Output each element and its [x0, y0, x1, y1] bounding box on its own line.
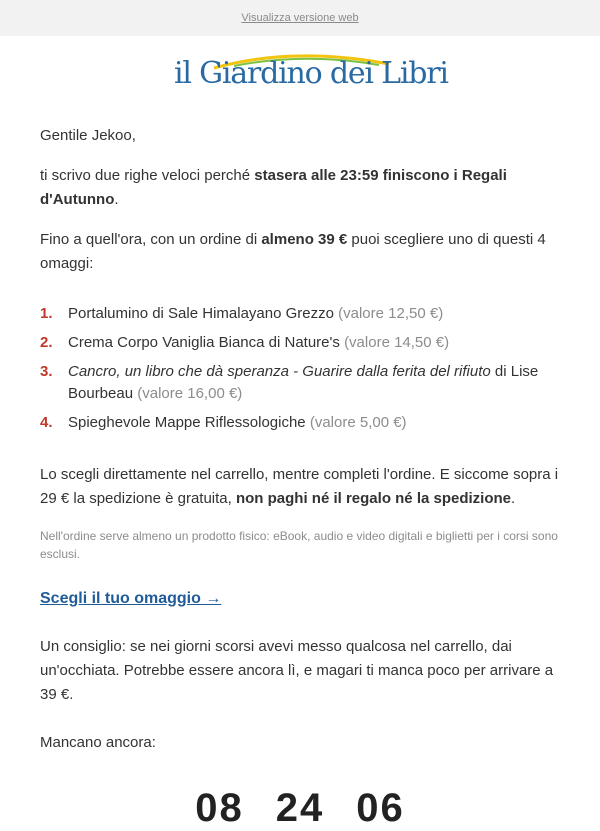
choose-gift-link[interactable]: Scegli il tuo omaggio →: [40, 590, 222, 607]
fine-print-note: Nell'ordine serve almeno un prodotto fisico: eBook, audio e video digitali e biglietti per i corsi sono esclusi.: [40, 529, 558, 561]
brand-logo[interactable]: [174, 50, 448, 96]
countdown-hours: 08: [195, 786, 244, 830]
gift-name: Spieghevole Mappe Riflessologiche: [68, 414, 306, 431]
gift-book-title: Cancro, un libro che dà speranza - Guarire dalla ferita del rifiuto: [68, 363, 491, 380]
list-item: [40, 412, 560, 434]
list-number: 1.: [40, 305, 53, 322]
intro-bold: stasera alle 23:59 finiscono i Regali d'Autunno: [40, 167, 507, 208]
list-item: [40, 361, 560, 405]
countdown-timer: [0, 786, 600, 831]
list-number: 2.: [40, 334, 53, 351]
offer-text: Fino a quell'ora, con un ordine di: [40, 231, 262, 248]
intro-text: ti scrivo due righe veloci perché: [40, 167, 255, 184]
shipping-bold: non paghi né il regalo né la spedizione: [235, 490, 512, 507]
list-number: 4.: [40, 414, 53, 431]
offer-bold: almeno 39 €: [261, 231, 348, 248]
gift-value: (valore 14,50 €): [344, 334, 450, 351]
list-number: 3.: [40, 363, 53, 380]
shipping-text: Lo scegli direttamente nel carrello, mentre completi l'ordine. E siccome sopra i 29 € la spedizione è gratuita,: [40, 466, 559, 507]
countdown-label: Mancano ancora:: [40, 734, 156, 751]
paragraph-tip: Un consiglio: se nei giorni scorsi avevi messo qualcosa nel carrello, dai un'occhiata. Potrebbe essere ancora lì, e magari ti manca poco per arrivare a 39 €.: [40, 638, 554, 703]
gift-value: (valore 16,00 €): [137, 385, 243, 402]
shipping-end: .: [511, 490, 516, 507]
list-item: [40, 332, 560, 354]
list-item: [40, 303, 560, 325]
web-version-link[interactable]: Visualizza versione web: [241, 12, 359, 24]
gift-value: (valore 5,00 €): [309, 414, 407, 431]
gift-list: [40, 303, 560, 441]
gift-author: di Lise Bourbeau: [68, 363, 539, 402]
logo-area: [0, 36, 600, 112]
greeting: Gentile Jekoo,: [40, 127, 136, 144]
paragraph-intro: [40, 164, 560, 212]
gift-value: (valore 12,50 €): [338, 305, 444, 322]
countdown-seconds: 06: [356, 786, 405, 830]
paragraph-shipping: [40, 463, 560, 511]
logo-text: il Giardino dei Libri: [174, 56, 448, 91]
paragraph-offer: [40, 228, 560, 276]
gift-name: Portalumino di Sale Himalayano Grezzo: [68, 305, 334, 322]
gift-name: Crema Corpo Vaniglia Bianca di Nature's: [68, 334, 340, 351]
top-bar: [0, 0, 600, 36]
intro-end: .: [114, 191, 119, 208]
countdown-minutes: 24: [275, 786, 325, 830]
offer-end: puoi scegliere uno di questi 4 omaggi:: [40, 231, 546, 272]
